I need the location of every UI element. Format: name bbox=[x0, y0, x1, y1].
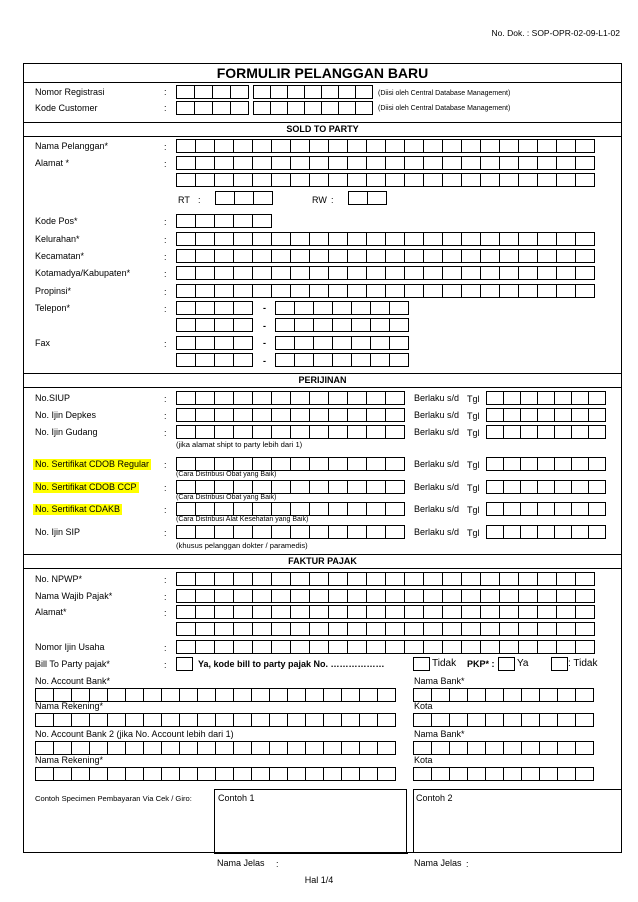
cdob-ccp-label: No. Sertifikat CDOB CCP bbox=[35, 482, 137, 492]
pkp-label: PKP* : bbox=[467, 659, 495, 669]
nama-jelas-1-label: Nama Jelas bbox=[217, 858, 265, 868]
ijin-usaha-boxes[interactable] bbox=[176, 640, 594, 654]
nama-rekening-2-boxes[interactable] bbox=[35, 767, 395, 781]
account-bank-label: No. Account Bank* bbox=[35, 676, 111, 686]
perijinan-header: PERIJINAN bbox=[298, 375, 347, 385]
bill-to-tidak-checkbox[interactable] bbox=[413, 657, 430, 671]
contoh-2-label: Contoh 2 bbox=[416, 793, 453, 803]
cdakb-tgl-boxes[interactable] bbox=[486, 502, 605, 516]
gudang-label: No. Ijin Gudang bbox=[35, 427, 98, 437]
cdakb-boxes[interactable] bbox=[176, 502, 404, 516]
kota-2-label: Kota bbox=[414, 755, 433, 765]
sip-boxes[interactable] bbox=[176, 525, 404, 539]
gudang-note: (jika alamat shipt to party lebih dari 1) bbox=[176, 440, 303, 449]
cdob-ccp-tgl-boxes[interactable] bbox=[486, 480, 605, 494]
propinsi-label: Propinsi* bbox=[35, 286, 72, 296]
faktur-alamat-boxes-1[interactable] bbox=[176, 605, 594, 619]
cdob-regular-boxes[interactable] bbox=[176, 457, 404, 471]
kecamatan-label: Kecamatan* bbox=[35, 251, 85, 261]
nomor-registrasi-boxes-2[interactable] bbox=[253, 85, 372, 99]
bill-to-tidak-label: Tidak bbox=[432, 658, 457, 669]
npwp-boxes[interactable] bbox=[176, 572, 594, 586]
ijin-usaha-label: Nomor Ijin Usaha bbox=[35, 642, 105, 652]
kode-pos-boxes[interactable] bbox=[176, 214, 271, 228]
sip-label: No. Ijin SIP bbox=[35, 527, 81, 537]
nama-bank-2-boxes[interactable] bbox=[413, 741, 593, 755]
telepon-label: Telepon* bbox=[35, 303, 71, 313]
kode-customer-boxes-1[interactable] bbox=[176, 101, 248, 115]
faktur-alamat-label: Alamat* bbox=[35, 607, 67, 617]
kode-customer-label: Kode Customer bbox=[35, 103, 98, 113]
nomor-registrasi-label: Nomor Registrasi bbox=[35, 87, 105, 97]
account-bank-2-boxes[interactable] bbox=[35, 741, 395, 755]
alamat-label: Alamat * bbox=[35, 158, 70, 168]
kota-boxes[interactable] bbox=[413, 713, 593, 727]
contoh-1-label: Contoh 1 bbox=[218, 793, 255, 803]
sip-berlaku-label: Berlaku s/d bbox=[414, 527, 460, 537]
nama-rekening-2-label: Nama Rekening* bbox=[35, 755, 104, 765]
cdakb-berlaku-label: Berlaku s/d bbox=[414, 504, 460, 514]
bill-to-ya-text: Ya, kode bill to party pajak No. ……………… bbox=[198, 659, 385, 669]
nomor-registrasi-boxes-1[interactable] bbox=[176, 85, 248, 99]
account-bank-boxes[interactable] bbox=[35, 688, 395, 702]
cdob-regular-label: No. Sertifikat CDOB Regular bbox=[35, 459, 150, 469]
customer-note: (Diisi oleh Central Database Management) bbox=[378, 105, 511, 112]
account-bank-2-label: No. Account Bank 2 (jika No. Account lebih dari 1) bbox=[35, 729, 234, 739]
cdob-ccp-berlaku-label: Berlaku s/d bbox=[414, 482, 460, 492]
telepon-area-boxes-2[interactable] bbox=[176, 318, 252, 332]
sip-note: (khusus pelanggan dokter / paramedis) bbox=[176, 541, 308, 550]
telepon-area-boxes-1[interactable] bbox=[176, 301, 252, 315]
wajib-pajak-boxes[interactable] bbox=[176, 589, 594, 603]
nama-pelanggan-boxes[interactable] bbox=[176, 139, 594, 153]
depkes-berlaku-label: Berlaku s/d bbox=[414, 410, 460, 420]
pkp-tidak-label: : Tidak bbox=[568, 658, 598, 669]
cdob-regular-tgl-boxes[interactable] bbox=[486, 457, 605, 471]
specimen-label: Contoh Specimen Pembayaran Via Cek / Giro: bbox=[35, 794, 192, 803]
siup-berlaku-label: Berlaku s/d bbox=[414, 393, 460, 403]
gudang-tgl-boxes[interactable] bbox=[486, 425, 605, 439]
pkp-ya-label: Ya bbox=[517, 658, 529, 669]
nama-pelanggan-label: Nama Pelanggan* bbox=[35, 141, 109, 151]
faktur-alamat-boxes-2[interactable] bbox=[176, 622, 594, 636]
npwp-label: No. NPWP* bbox=[35, 574, 83, 584]
nama-bank-boxes[interactable] bbox=[413, 688, 593, 702]
rw-boxes[interactable] bbox=[348, 191, 386, 205]
cdakb-note: (Cara Distribusi Alat Kesehatan yang Baik) bbox=[176, 516, 309, 523]
fax-number-boxes-1[interactable] bbox=[275, 336, 408, 350]
kotamadya-label: Kotamadya/Kabupaten* bbox=[35, 268, 131, 278]
depkes-label: No. Ijin Depkes bbox=[35, 410, 97, 420]
pkp-tidak-checkbox[interactable] bbox=[551, 657, 568, 671]
telepon-number-boxes-1[interactable] bbox=[275, 301, 408, 315]
alamat-boxes-1[interactable] bbox=[176, 156, 594, 170]
bill-to-ya-checkbox[interactable] bbox=[176, 657, 193, 671]
telepon-number-boxes-2[interactable] bbox=[275, 318, 408, 332]
kecamatan-boxes[interactable] bbox=[176, 249, 594, 263]
siup-tgl-boxes[interactable] bbox=[486, 391, 605, 405]
cdakb-label: No. Sertifikat CDAKB bbox=[35, 504, 121, 514]
rw-label: RW bbox=[312, 195, 327, 205]
sip-tgl-boxes[interactable] bbox=[486, 525, 605, 539]
form-title: FORMULIR PELANGGAN BARU bbox=[216, 65, 429, 81]
cdob-ccp-note: (Cara Distribusi Obat yang Baik) bbox=[176, 494, 277, 501]
fax-area-boxes-1[interactable] bbox=[176, 336, 252, 350]
kotamadya-boxes[interactable] bbox=[176, 266, 594, 280]
faktur-pajak-header: FAKTUR PAJAK bbox=[288, 556, 357, 566]
rt-label: RT bbox=[178, 195, 190, 205]
page-number: Hal 1/4 bbox=[304, 875, 334, 885]
kelurahan-boxes[interactable] bbox=[176, 232, 594, 246]
depkes-tgl-boxes[interactable] bbox=[486, 408, 605, 422]
kode-pos-label: Kode Pos* bbox=[35, 216, 78, 226]
nama-rekening-label: Nama Rekening* bbox=[35, 701, 104, 711]
registrasi-note: (Diisi oleh Central Database Management) bbox=[378, 90, 511, 97]
wajib-pajak-label: Nama Wajib Pajak* bbox=[35, 591, 113, 601]
propinsi-boxes[interactable] bbox=[176, 284, 594, 298]
rt-boxes[interactable] bbox=[215, 191, 272, 205]
cdob-regular-note: (Cara Distribusi Obat yang Baik) bbox=[176, 471, 277, 478]
fax-number-boxes-2[interactable] bbox=[275, 353, 408, 367]
alamat-boxes-2[interactable] bbox=[176, 173, 594, 187]
kelurahan-label: Kelurahan* bbox=[35, 234, 80, 244]
fax-area-boxes-2[interactable] bbox=[176, 353, 252, 367]
nama-rekening-boxes[interactable] bbox=[35, 713, 395, 727]
nama-jelas-2-label: Nama Jelas bbox=[414, 858, 462, 868]
gudang-boxes[interactable] bbox=[176, 425, 404, 439]
sold-to-party-header: SOLD TO PARTY bbox=[286, 124, 359, 134]
cdob-regular-berlaku-label: Berlaku s/d bbox=[414, 459, 460, 469]
nama-bank-2-label: Nama Bank* bbox=[414, 729, 465, 739]
kode-customer-boxes-2[interactable] bbox=[253, 101, 372, 115]
siup-label: No.SIUP bbox=[35, 393, 71, 403]
nama-bank-label: Nama Bank* bbox=[414, 676, 465, 686]
depkes-boxes[interactable] bbox=[176, 408, 404, 422]
cdob-ccp-boxes[interactable] bbox=[176, 480, 404, 494]
fax-label: Fax bbox=[35, 338, 51, 348]
pkp-ya-checkbox[interactable] bbox=[498, 657, 515, 671]
kota-label: Kota bbox=[414, 701, 433, 711]
bill-to-label: Bill To Party pajak* bbox=[35, 659, 110, 669]
kota-2-boxes[interactable] bbox=[413, 767, 593, 781]
siup-boxes[interactable] bbox=[176, 391, 404, 405]
gudang-berlaku-label: Berlaku s/d bbox=[414, 427, 460, 437]
document-number: No. Dok. : SOP-OPR-02-09-L1-02 bbox=[491, 28, 620, 38]
